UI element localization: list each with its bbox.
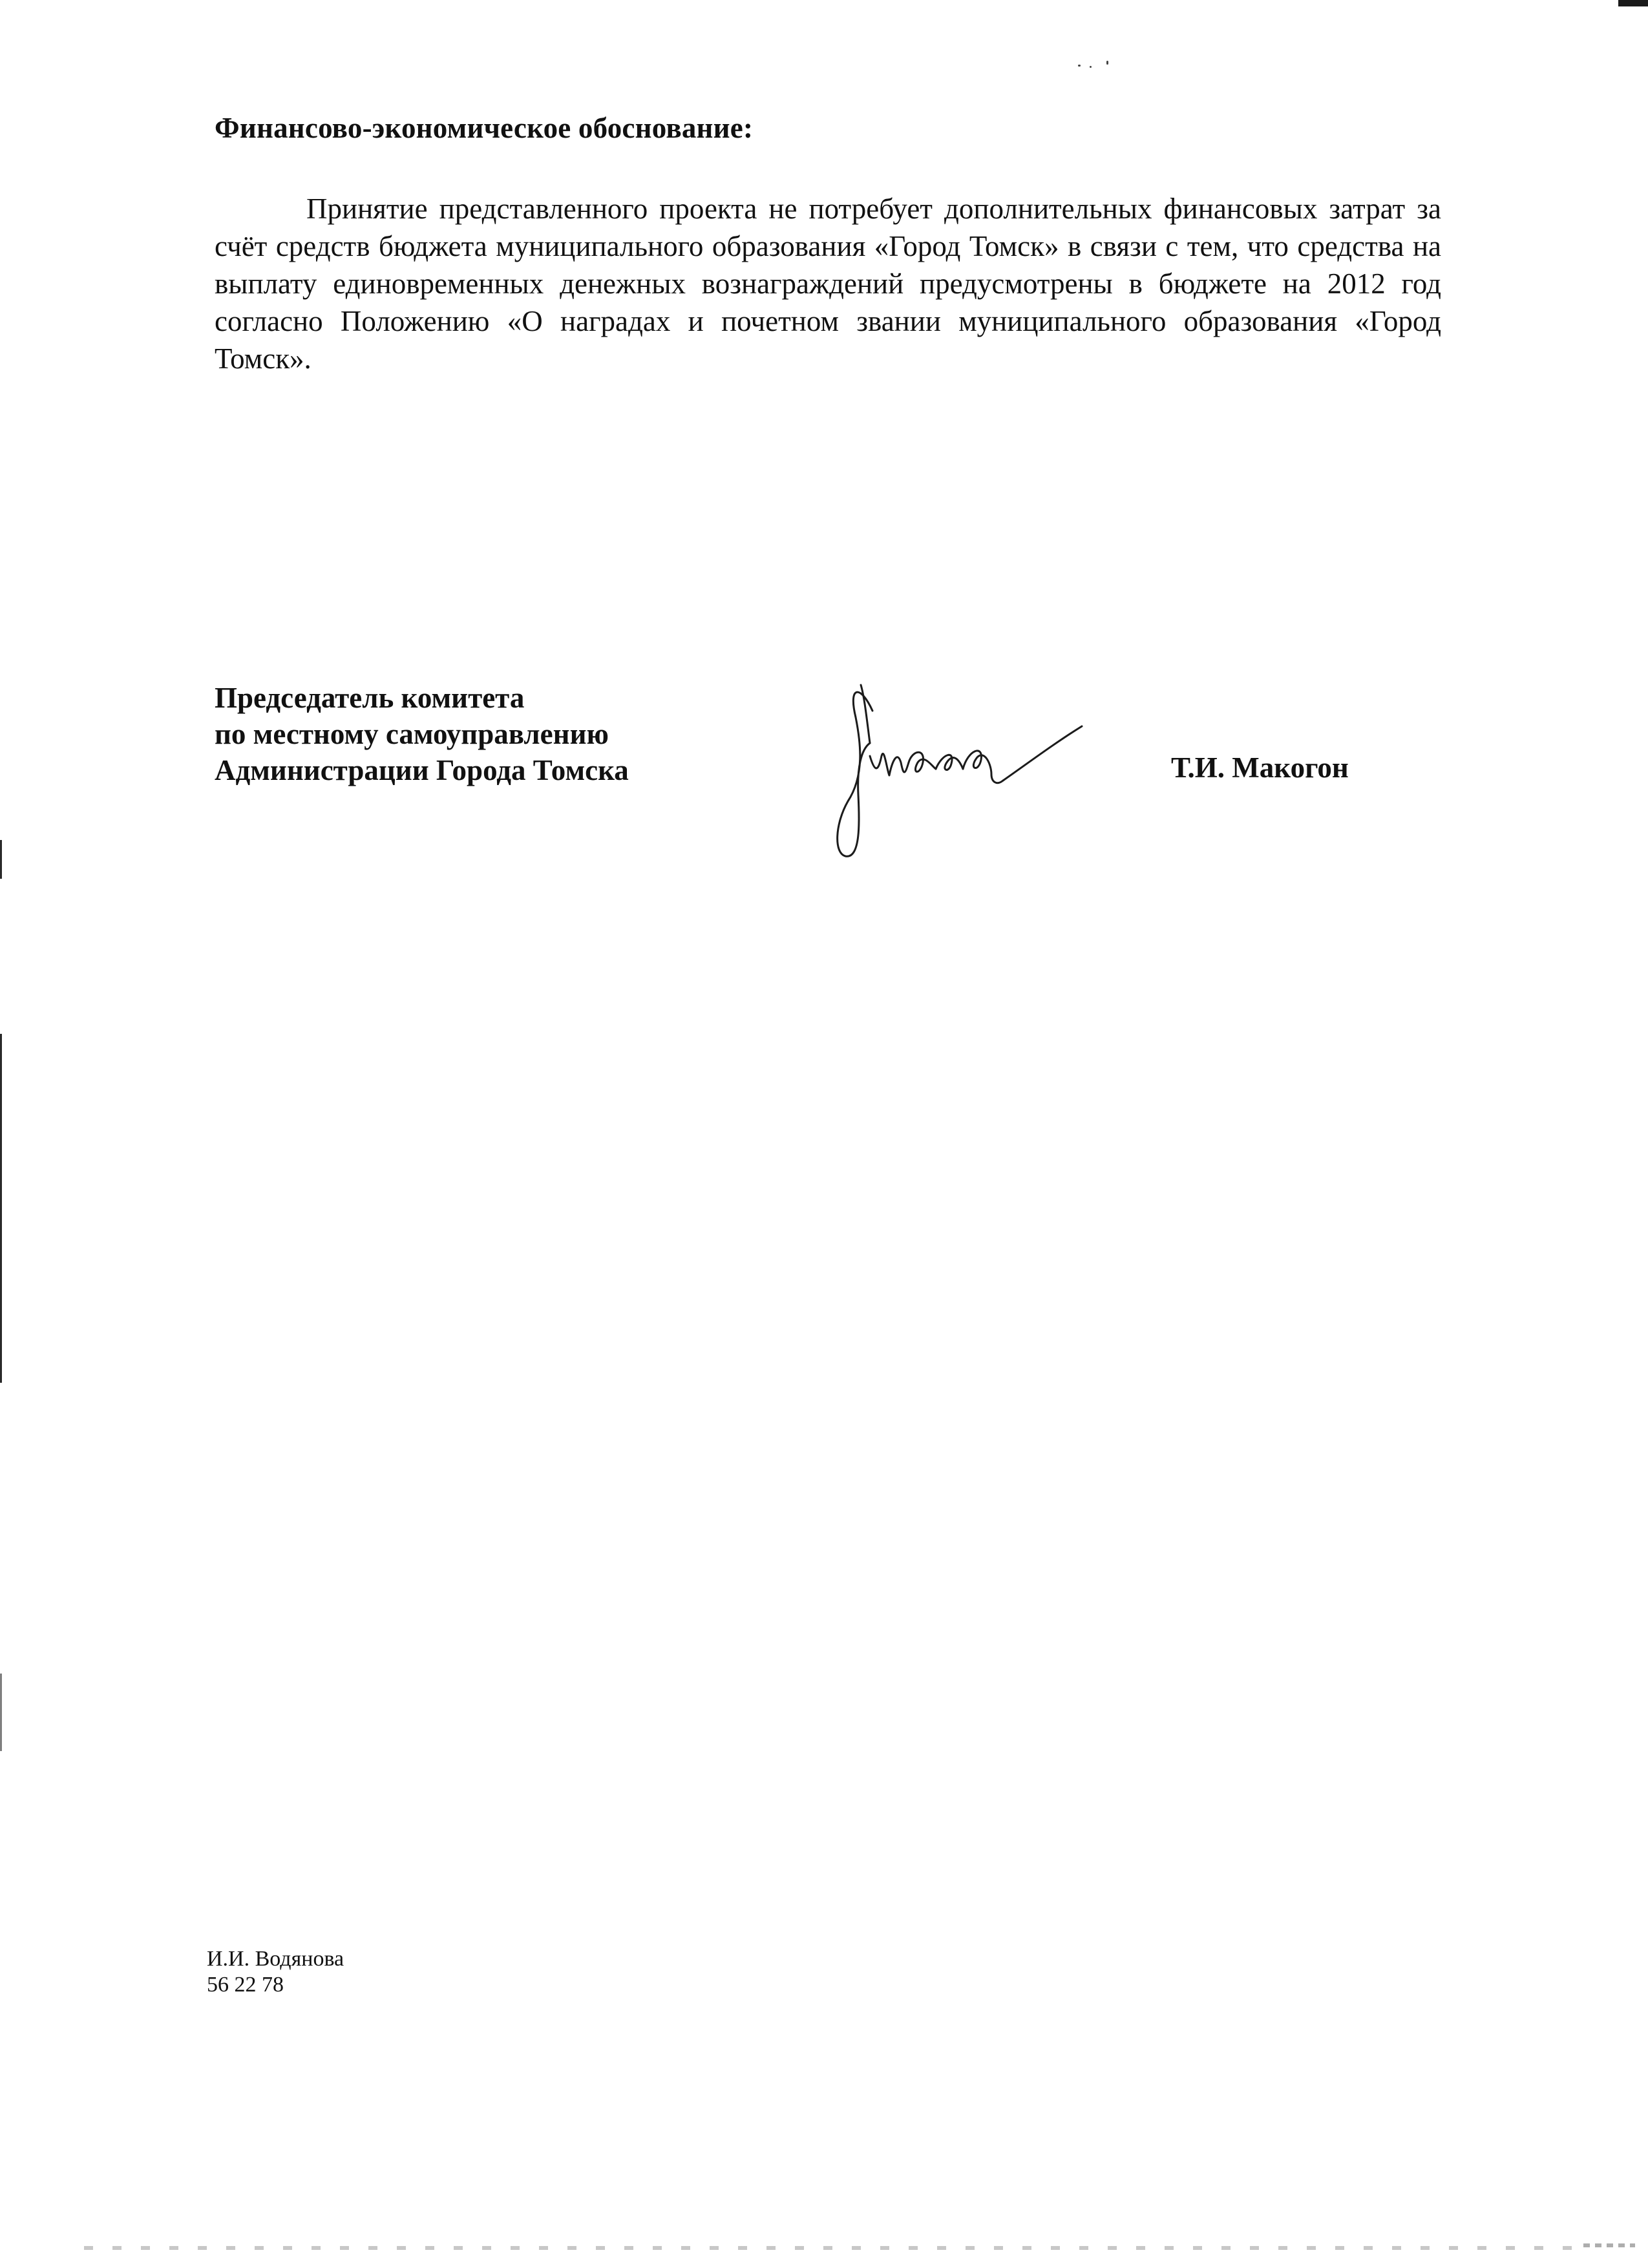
- scan-edge-bottom-right: [1583, 2243, 1635, 2247]
- justification-paragraph: Принятие представленного проекта не потребует дополнительных финансовых затрат за счёт средств бюджета муниципального образования «Город Томск» в связи с тем, что средства на выплату единовременных денежных вознаграждений предусмотрены в бюджете на 2012 год согласно Положению «О наградах и почетном звании муниципального образования «Город Томск».: [215, 193, 1441, 375]
- scan-edge-left-mark: [0, 1034, 2, 1383]
- scan-edge-left-mark: [0, 1674, 2, 1751]
- signatory-title-line: Председатель комитета: [215, 682, 525, 714]
- section-heading: Финансово-экономическое обоснование:: [215, 112, 754, 144]
- scan-edge-bottom: [84, 2246, 1583, 2250]
- signatory-name: Т.И. Макогон: [1171, 751, 1349, 784]
- scan-mark: [1618, 0, 1648, 6]
- executor-phone: 56 22 78: [207, 1973, 284, 1997]
- executor-name: И.И. Водянова: [207, 1947, 344, 1971]
- scan-edge-left-mark: [0, 840, 2, 879]
- signatory-title: [215, 680, 629, 788]
- handwritten-signature: [822, 672, 1093, 859]
- executor-block: [207, 1946, 344, 1998]
- signatory-title-line: Администрации Города Томска: [215, 754, 629, 786]
- scan-specks: [1078, 61, 1112, 68]
- signatory-title-line: по местному самоуправлению: [215, 718, 609, 750]
